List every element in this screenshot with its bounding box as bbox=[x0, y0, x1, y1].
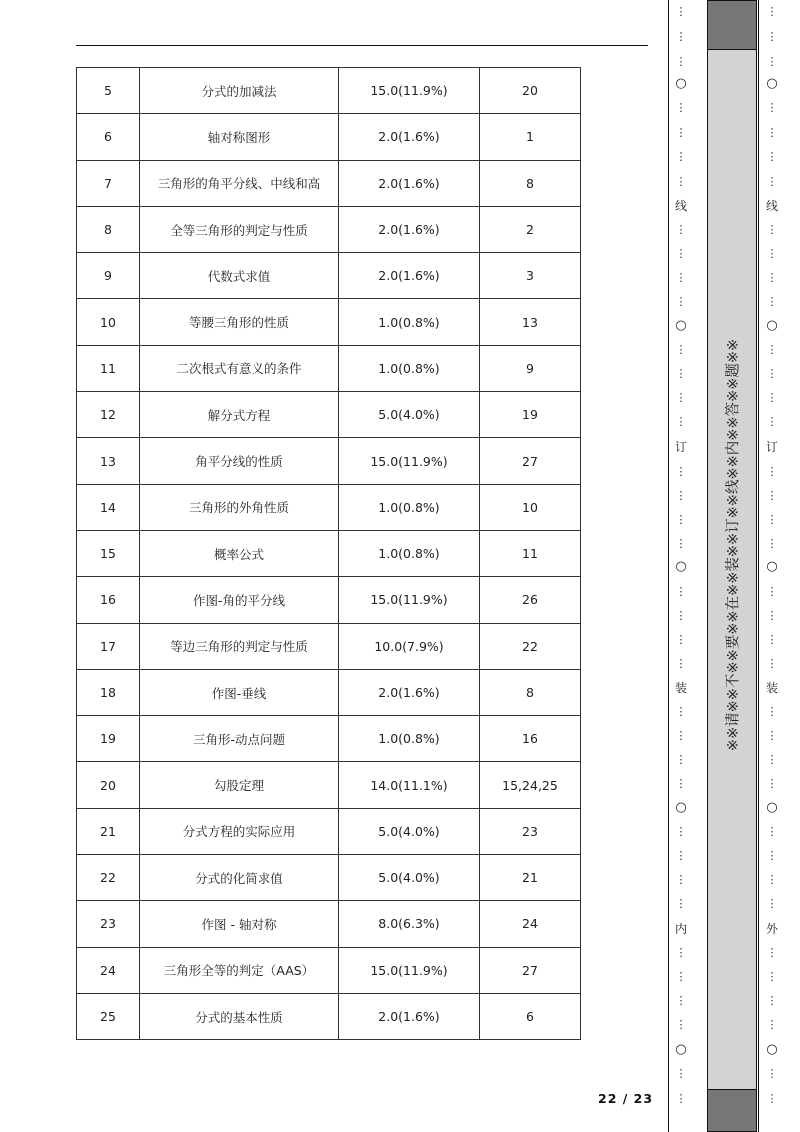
binding-dots: ⋮ bbox=[675, 223, 687, 236]
binding-dots: ⋮ bbox=[675, 391, 687, 404]
row-number-cell: 24 bbox=[77, 947, 140, 993]
binding-dots: ⋮ bbox=[766, 175, 778, 188]
binding-dots: ⋮ bbox=[675, 367, 687, 380]
score-share-cell: 5.0(4.0%) bbox=[339, 808, 480, 854]
table-row bbox=[77, 299, 581, 345]
score-share-cell: 1.0(0.8%) bbox=[339, 484, 480, 530]
binding-dots: ⋮ bbox=[766, 994, 778, 1007]
question-numbers-cell: 22 bbox=[480, 623, 581, 669]
question-numbers-cell: 10 bbox=[480, 484, 581, 530]
table-row bbox=[77, 160, 581, 206]
row-number-cell: 6 bbox=[77, 114, 140, 160]
table-row bbox=[77, 206, 581, 252]
row-number-cell: 5 bbox=[77, 68, 140, 114]
binding-dots: ⋮ bbox=[766, 1067, 778, 1080]
binding-dots: ⋮ bbox=[766, 970, 778, 983]
score-share-cell: 2.0(1.6%) bbox=[339, 253, 480, 299]
table-row bbox=[77, 762, 581, 808]
binding-dots: ⋮ bbox=[675, 1018, 687, 1031]
knowledge-point-cell: 代数式求值 bbox=[140, 253, 339, 299]
row-number-cell: 22 bbox=[77, 855, 140, 901]
binding-dots: ⋮ bbox=[766, 609, 778, 622]
table-row bbox=[77, 438, 581, 484]
binding-dots: ⋮ bbox=[675, 247, 687, 260]
binding-label: 线 bbox=[674, 199, 687, 213]
binding-dots: ⋮ bbox=[766, 101, 778, 114]
binding-warning-text: ※※请※※不※※要※※在※※装※※订※※线※※内※※答※※题※※ bbox=[725, 338, 742, 752]
score-share-cell: 15.0(11.9%) bbox=[339, 947, 480, 993]
binding-dots: ⋮ bbox=[766, 946, 778, 959]
table-row bbox=[77, 716, 581, 762]
binding-dots: ⋮ bbox=[675, 343, 687, 356]
row-number-cell: 16 bbox=[77, 577, 140, 623]
binding-dots: ⋮ bbox=[675, 489, 687, 502]
table-row bbox=[77, 901, 581, 947]
question-numbers-cell: 26 bbox=[480, 577, 581, 623]
binding-dots: ⋮ bbox=[675, 5, 687, 18]
question-numbers-cell: 8 bbox=[480, 669, 581, 715]
score-share-cell: 15.0(11.9%) bbox=[339, 68, 480, 114]
binding-label: 装 bbox=[674, 681, 687, 695]
binding-dots: ⋮ bbox=[675, 633, 687, 646]
binding-dots: ⋮ bbox=[675, 465, 687, 478]
binding-dots: ⋮ bbox=[675, 994, 687, 1007]
binding-circle-icon: ○ bbox=[766, 800, 778, 815]
knowledge-point-cell: 勾股定理 bbox=[140, 762, 339, 808]
binding-dots: ⋮ bbox=[766, 1092, 778, 1105]
binding-dots: ⋮ bbox=[766, 777, 778, 790]
score-share-cell: 5.0(4.0%) bbox=[339, 855, 480, 901]
binding-dots: ⋮ bbox=[766, 897, 778, 910]
row-number-cell: 21 bbox=[77, 808, 140, 854]
binding-label: 订 bbox=[674, 440, 687, 454]
question-numbers-cell: 27 bbox=[480, 438, 581, 484]
score-share-cell: 1.0(0.8%) bbox=[339, 530, 480, 576]
binding-dots: ⋮ bbox=[675, 729, 687, 742]
table-row bbox=[77, 68, 581, 114]
binding-dots: ⋮ bbox=[675, 415, 687, 428]
binding-dots: ⋮ bbox=[675, 873, 687, 886]
row-number-cell: 11 bbox=[77, 345, 140, 391]
binding-dots: ⋮ bbox=[766, 657, 778, 670]
question-numbers-cell: 11 bbox=[480, 530, 581, 576]
binding-dots: ⋮ bbox=[675, 55, 687, 68]
binding-circle-icon: ○ bbox=[675, 800, 687, 815]
binding-circle-icon: ○ bbox=[766, 76, 778, 91]
knowledge-point-cell: 解分式方程 bbox=[140, 392, 339, 438]
score-share-cell: 5.0(4.0%) bbox=[339, 392, 480, 438]
row-number-cell: 15 bbox=[77, 530, 140, 576]
score-share-cell: 10.0(7.9%) bbox=[339, 623, 480, 669]
binding-label: 订 bbox=[765, 440, 778, 454]
binding-dots: ⋮ bbox=[766, 343, 778, 356]
knowledge-point-cell: 作图-角的平分线 bbox=[140, 577, 339, 623]
binding-dots: ⋮ bbox=[766, 415, 778, 428]
question-numbers-cell: 9 bbox=[480, 345, 581, 391]
question-numbers-cell: 19 bbox=[480, 392, 581, 438]
table-row bbox=[77, 530, 581, 576]
binding-dots: ⋮ bbox=[675, 585, 687, 598]
binding-dots: ⋮ bbox=[766, 1018, 778, 1031]
table-row bbox=[77, 345, 581, 391]
knowledge-point-cell: 三角形的角平分线、中线和高 bbox=[140, 160, 339, 206]
score-share-cell: 15.0(11.9%) bbox=[339, 438, 480, 484]
question-numbers-cell: 16 bbox=[480, 716, 581, 762]
knowledge-point-cell: 概率公式 bbox=[140, 530, 339, 576]
binding-dots: ⋮ bbox=[675, 849, 687, 862]
binding-dots: ⋮ bbox=[766, 465, 778, 478]
binding-dots: ⋮ bbox=[675, 657, 687, 670]
score-share-cell: 1.0(0.8%) bbox=[339, 345, 480, 391]
knowledge-point-cell: 角平分线的性质 bbox=[140, 438, 339, 484]
knowledge-point-cell: 等腰三角形的性质 bbox=[140, 299, 339, 345]
binding-dots: ⋮ bbox=[766, 873, 778, 886]
question-numbers-cell: 6 bbox=[480, 993, 581, 1039]
knowledge-point-cell: 作图-垂线 bbox=[140, 669, 339, 715]
strip-top-tab bbox=[707, 0, 757, 50]
binding-dots: ⋮ bbox=[675, 101, 687, 114]
binding-dots: ⋮ bbox=[675, 705, 687, 718]
binding-dots: ⋮ bbox=[766, 537, 778, 550]
binding-circle-icon: ○ bbox=[766, 559, 778, 574]
page-number: 22 / 23 bbox=[598, 1091, 654, 1106]
row-number-cell: 23 bbox=[77, 901, 140, 947]
binding-dots: ⋮ bbox=[675, 175, 687, 188]
binding-label: 装 bbox=[765, 681, 778, 695]
binding-dots: ⋮ bbox=[766, 30, 778, 43]
binding-dots: ⋮ bbox=[675, 295, 687, 308]
knowledge-point-cell: 分式的化简求值 bbox=[140, 855, 339, 901]
binding-dots: ⋮ bbox=[675, 777, 687, 790]
binding-circle-icon: ○ bbox=[766, 318, 778, 333]
table-row bbox=[77, 114, 581, 160]
binding-dots: ⋮ bbox=[675, 897, 687, 910]
row-number-cell: 20 bbox=[77, 762, 140, 808]
binding-dots: ⋮ bbox=[766, 585, 778, 598]
binding-dots: ⋮ bbox=[766, 849, 778, 862]
inner-binding-line bbox=[670, 0, 692, 1132]
binding-dots: ⋮ bbox=[675, 30, 687, 43]
binding-dots: ⋮ bbox=[766, 753, 778, 766]
knowledge-point-cell: 全等三角形的判定与性质 bbox=[140, 206, 339, 252]
binding-circle-icon: ○ bbox=[766, 1042, 778, 1057]
binding-label: 内 bbox=[674, 922, 687, 936]
binding-label: 外 bbox=[765, 922, 778, 936]
knowledge-point-cell: 三角形的外角性质 bbox=[140, 484, 339, 530]
binding-dots: ⋮ bbox=[766, 5, 778, 18]
question-numbers-cell: 15,24,25 bbox=[480, 762, 581, 808]
knowledge-point-cell: 三角形-动点问题 bbox=[140, 716, 339, 762]
question-numbers-cell: 3 bbox=[480, 253, 581, 299]
knowledge-point-cell: 分式的加减法 bbox=[140, 68, 339, 114]
strip-bottom-tab bbox=[707, 1089, 757, 1132]
binding-dots: ⋮ bbox=[766, 513, 778, 526]
question-numbers-cell: 27 bbox=[480, 947, 581, 993]
row-number-cell: 12 bbox=[77, 392, 140, 438]
binding-dots: ⋮ bbox=[675, 150, 687, 163]
table-row bbox=[77, 623, 581, 669]
table-row bbox=[77, 577, 581, 623]
row-number-cell: 8 bbox=[77, 206, 140, 252]
binding-dots: ⋮ bbox=[675, 946, 687, 959]
binding-dots: ⋮ bbox=[766, 126, 778, 139]
binding-circle-icon: ○ bbox=[675, 318, 687, 333]
header-rule bbox=[76, 45, 648, 46]
score-share-cell: 14.0(11.1%) bbox=[339, 762, 480, 808]
row-number-cell: 18 bbox=[77, 669, 140, 715]
binding-dots: ⋮ bbox=[675, 753, 687, 766]
table-row bbox=[77, 993, 581, 1039]
binding-dots: ⋮ bbox=[766, 295, 778, 308]
row-number-cell: 13 bbox=[77, 438, 140, 484]
score-share-cell: 8.0(6.3%) bbox=[339, 901, 480, 947]
score-share-cell: 2.0(1.6%) bbox=[339, 160, 480, 206]
knowledge-point-cell: 等边三角形的判定与性质 bbox=[140, 623, 339, 669]
binding-warning-strip bbox=[707, 0, 757, 1132]
question-numbers-cell: 2 bbox=[480, 206, 581, 252]
row-number-cell: 9 bbox=[77, 253, 140, 299]
score-share-cell: 1.0(0.8%) bbox=[339, 299, 480, 345]
table-row bbox=[77, 392, 581, 438]
score-share-cell: 2.0(1.6%) bbox=[339, 993, 480, 1039]
binding-dots: ⋮ bbox=[766, 247, 778, 260]
row-number-cell: 17 bbox=[77, 623, 140, 669]
knowledge-point-table bbox=[76, 67, 581, 1040]
binding-dots: ⋮ bbox=[766, 55, 778, 68]
knowledge-point-cell: 分式方程的实际应用 bbox=[140, 808, 339, 854]
knowledge-point-cell: 二次根式有意义的条件 bbox=[140, 345, 339, 391]
row-number-cell: 19 bbox=[77, 716, 140, 762]
score-share-cell: 2.0(1.6%) bbox=[339, 669, 480, 715]
score-share-cell: 1.0(0.8%) bbox=[339, 716, 480, 762]
binding-dots: ⋮ bbox=[766, 150, 778, 163]
binding-dots: ⋮ bbox=[675, 1092, 687, 1105]
question-numbers-cell: 1 bbox=[480, 114, 581, 160]
row-number-cell: 10 bbox=[77, 299, 140, 345]
question-numbers-cell: 13 bbox=[480, 299, 581, 345]
binding-dots: ⋮ bbox=[675, 271, 687, 284]
table-row bbox=[77, 855, 581, 901]
binding-dots: ⋮ bbox=[766, 633, 778, 646]
table-row bbox=[77, 947, 581, 993]
table-row bbox=[77, 484, 581, 530]
binding-circle-icon: ○ bbox=[675, 559, 687, 574]
binding-dots: ⋮ bbox=[766, 489, 778, 502]
binding-dots: ⋮ bbox=[766, 367, 778, 380]
question-numbers-cell: 23 bbox=[480, 808, 581, 854]
knowledge-point-cell: 轴对称图形 bbox=[140, 114, 339, 160]
binding-dots: ⋮ bbox=[675, 970, 687, 983]
binding-dots: ⋮ bbox=[766, 705, 778, 718]
question-numbers-cell: 24 bbox=[480, 901, 581, 947]
knowledge-point-cell: 分式的基本性质 bbox=[140, 993, 339, 1039]
binding-dots: ⋮ bbox=[766, 223, 778, 236]
score-share-cell: 15.0(11.9%) bbox=[339, 577, 480, 623]
score-share-cell: 2.0(1.6%) bbox=[339, 114, 480, 160]
table-row bbox=[77, 808, 581, 854]
binding-circle-icon: ○ bbox=[675, 76, 687, 91]
binding-dots: ⋮ bbox=[675, 126, 687, 139]
question-numbers-cell: 20 bbox=[480, 68, 581, 114]
binding-dots: ⋮ bbox=[766, 729, 778, 742]
binding-circle-icon: ○ bbox=[675, 1042, 687, 1057]
binding-label: 线 bbox=[765, 199, 778, 213]
binding-dots: ⋮ bbox=[675, 537, 687, 550]
row-number-cell: 14 bbox=[77, 484, 140, 530]
binding-dots: ⋮ bbox=[675, 1067, 687, 1080]
binding-dots: ⋮ bbox=[675, 513, 687, 526]
outer-binding-line bbox=[761, 0, 783, 1132]
binding-dots: ⋮ bbox=[766, 271, 778, 284]
question-numbers-cell: 8 bbox=[480, 160, 581, 206]
knowledge-point-cell: 三角形全等的判定（AAS） bbox=[140, 947, 339, 993]
knowledge-point-cell: 作图 - 轴对称 bbox=[140, 901, 339, 947]
table-row bbox=[77, 253, 581, 299]
row-number-cell: 7 bbox=[77, 160, 140, 206]
row-number-cell: 25 bbox=[77, 993, 140, 1039]
binding-dots: ⋮ bbox=[675, 825, 687, 838]
question-numbers-cell: 21 bbox=[480, 855, 581, 901]
binding-dots: ⋮ bbox=[766, 825, 778, 838]
binding-dots: ⋮ bbox=[766, 391, 778, 404]
table-row bbox=[77, 669, 581, 715]
score-share-cell: 2.0(1.6%) bbox=[339, 206, 480, 252]
binding-dots: ⋮ bbox=[675, 609, 687, 622]
